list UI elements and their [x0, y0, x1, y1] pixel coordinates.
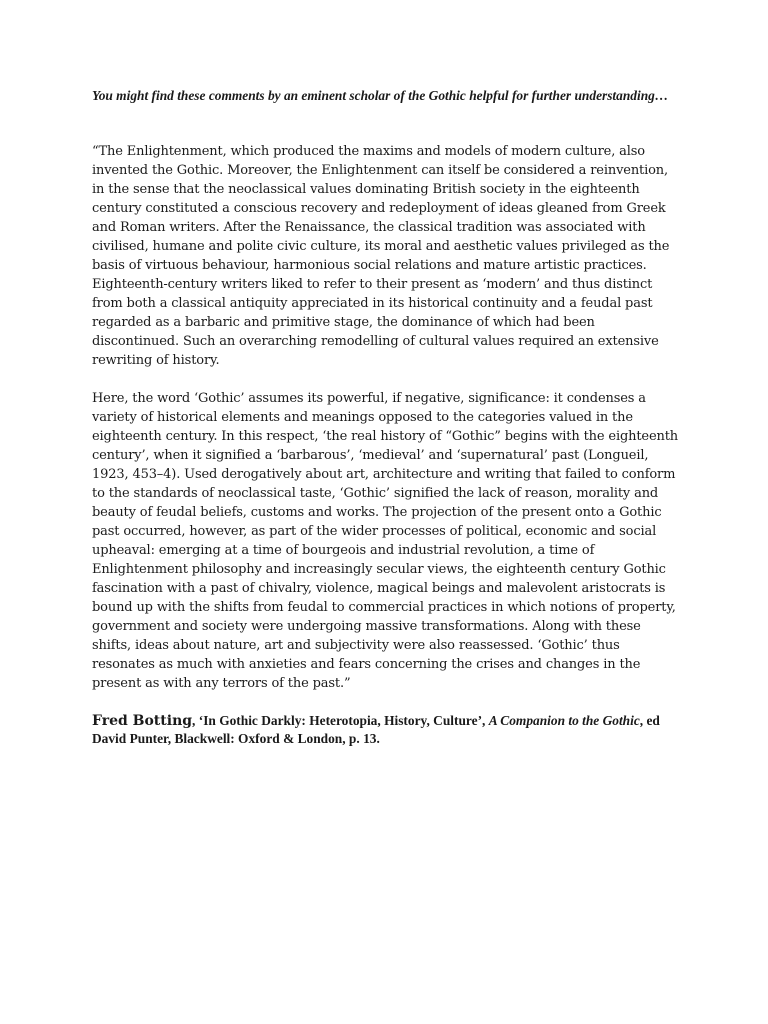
quote-paragraph-1: “The Enlightenment, which produced the maxims and models of modern culture, also invented the Gothic. Moreover, the Enlightenment can itself be considered a reinvention, in the sense that the neoclassical values dominating British society in the eighteenth century constituted a conscious recovery and redeployment of ideas gleaned from Greek and Roman writers. After the Renaissance, the classical tradition was associated with civilised, humane and polite civic culture, its moral and aesthetic values privileged as the basis of virtuous behaviour, harmonious social relations and mature artistic practices. Eighteenth-century writers liked to refer to their present as ‘modern’ and thus distinct from both a classical antiquity appreciated in its historical continuity and a feudal past regarded as a barbaric and primitive stage, the dominance of which had been discontinued. Such an overarching remodelling of cultural values required an extensive rewriting of history.	[92, 144, 670, 368]
citation	[92, 712, 682, 748]
citation-chapter-title: ‘In Gothic Darkly: Heterotopia, History, Culture’	[198, 713, 483, 728]
citation-separator: ,	[192, 713, 199, 728]
document-page	[92, 88, 682, 748]
citation-separator: ,	[482, 713, 489, 728]
citation-book-title: A Companion to the Gothic	[488, 713, 640, 728]
intro-note: You might find these comments by an eminent scholar of the Gothic helpful for further understanding…	[92, 88, 669, 103]
quote-paragraph-2: Here, the word ‘Gothic’ assumes its powerful, if negative, significance: it condenses a variety of historical elements and meanings opposed to the categories valued in the eighteenth century. In this respect, ‘the real history of “Gothic” begins with the eighteenth century’, when it signified a ‘barbarous’, ‘medieval’ and ‘supernatural’ past (Longueil, 1923, 453–4). Used derogatively about art, architecture and writing that failed to conform to the standards of neoclassical taste, ‘Gothic’ signified the lack of reason, morality and beauty of feudal beliefs, customs and works. The projection of the present onto a Gothic past occurred, however, as part of the wider processes of political, economic and social upheaval: emerging at a time of bourgeois and industrial revolution, a time of Enlightenment philosophy and increasingly secular views, the eighteenth century Gothic fascination with a past of chivalry, violence, magical beings and malevolent aristocrats is bound up with the shifts from feudal to commercial practices in which notions of property, government and society were undergoing massive transformations. Along with these shifts, ideas about nature, art and subjectivity were also reassessed. ‘Gothic’ thus resonates as much with anxieties and fears concerning the crises and changes in the present as with any terrors of the past.”	[92, 391, 679, 691]
citation-author: Fred Botting	[92, 713, 193, 729]
citation-publication-details: , ed David Punter, Blackwell: Oxford & London, p. 13.	[92, 713, 660, 746]
